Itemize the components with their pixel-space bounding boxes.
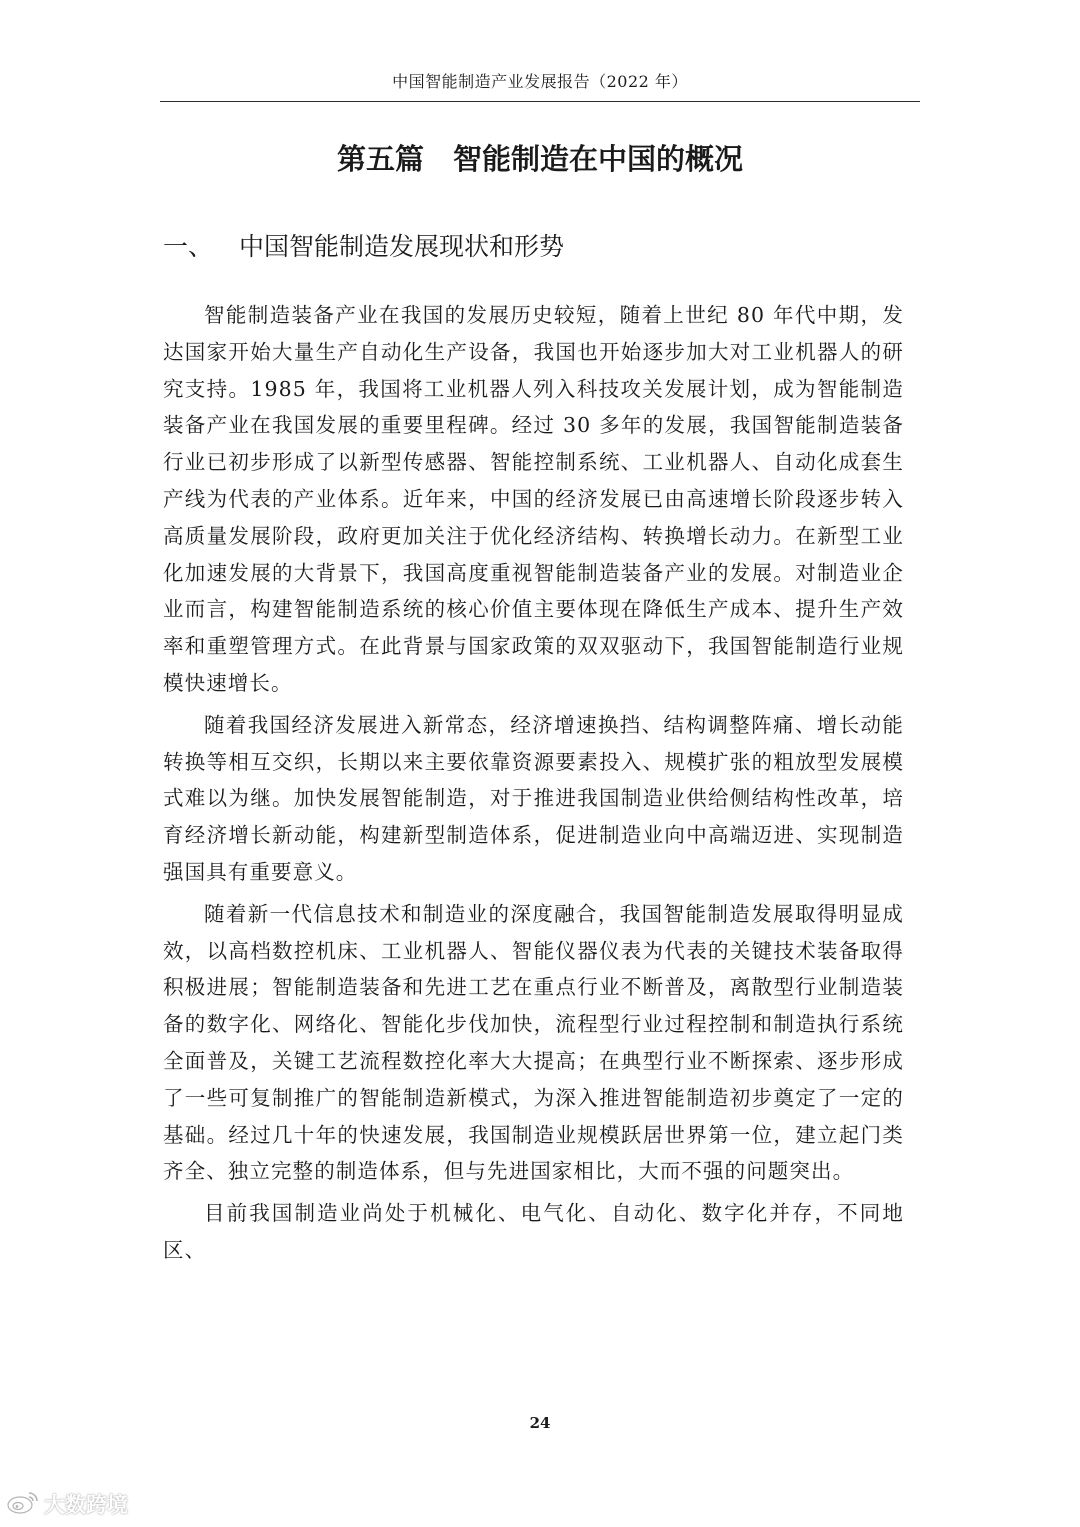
paragraph: 随着新一代信息技术和制造业的深度融合，我国智能制造发展取得明显成效，以高档数控机床、工业机器人、智能仪器仪表为代表的关键技术装备取得积极进展；智能制造装备和先进工艺在重点行业不断普及，离散型行业制造装备的数字化、网络化、智能化步伐加快，流程型行业过程控制和制造执行系统全面普及，关键工艺流程数控化率大大提高；在典型行业不断探索、逐步形成了一些可复制推广的智能制造新模式，为深入推进智能制造初步奠定了一定的基础。经过几十年的快速发展，我国制造业规模跃居世界第一位，建立起门类齐全、独立完整的制造体系，但与先进国家相比，大而不强的问题突出。 xyxy=(163,901,904,1184)
watermark xyxy=(6,1490,128,1518)
paragraph: 目前我国制造业尚处于机械化、电气化、自动化、数字化并存，不同地区、 xyxy=(163,1201,904,1262)
section-number: 一、 xyxy=(163,232,214,261)
weibo-logo-icon xyxy=(6,1489,40,1519)
body-text xyxy=(163,297,904,1274)
running-header xyxy=(160,72,920,102)
running-header-title: 中国智能制造产业发展报告（2022 年） xyxy=(392,72,688,91)
watermark-text: 大数跨境 xyxy=(44,1493,128,1517)
chapter-title: 第五篇 智能制造在中国的概况 xyxy=(336,142,743,176)
section-title: 中国智能制造发展现状和形势 xyxy=(239,232,565,261)
paragraph: 智能制造装备产业在我国的发展历史较短，随着上世纪 80 年代中期，发达国家开始大量生产自动化生产设备，我国也开始逐步加大对工业机器人的研究支持。1985 年，我国将工业机器人列入科技攻关发展计划，成为智能制造装备产业在我国发展的重要里程碑。经过 30 多年的发展，我国智能制造装备行业已初步形成了以新型传感器、智能控制系统、工业机器人、自动化成套生产线为代表的产业体系。近年来，中国的经济发展已由高速增长阶段逐步转入高质量发展阶段，政府更加关注于优化经济结构、转换增长动力。在新型工业化加速发展的大背景下，我国高度重视智能制造装备产业的发展。对制造业企业而言，构建智能制造系统的核心价值主要体现在降低生产成本、提升生产效率和重塑管理方式。在此背景与国家政策的双双驱动下，我国智能制造行业规模快速增长。 xyxy=(163,303,904,695)
section-heading xyxy=(163,227,920,267)
paragraph: 随着我国经济发展进入新常态，经济增速换挡、结构调整阵痛、增长动能转换等相互交织，长期以来主要依靠资源要素投入、规模扩张的粗放型发展模式难以为继。加快发展智能制造，对于推进我国制造业供给侧结构性改革，培育经济增长新动能，构建新型制造体系，促进制造业向中高端迈进、实现制造强国具有重要意义。 xyxy=(163,712,904,884)
page-number: 24 xyxy=(529,1414,551,1432)
